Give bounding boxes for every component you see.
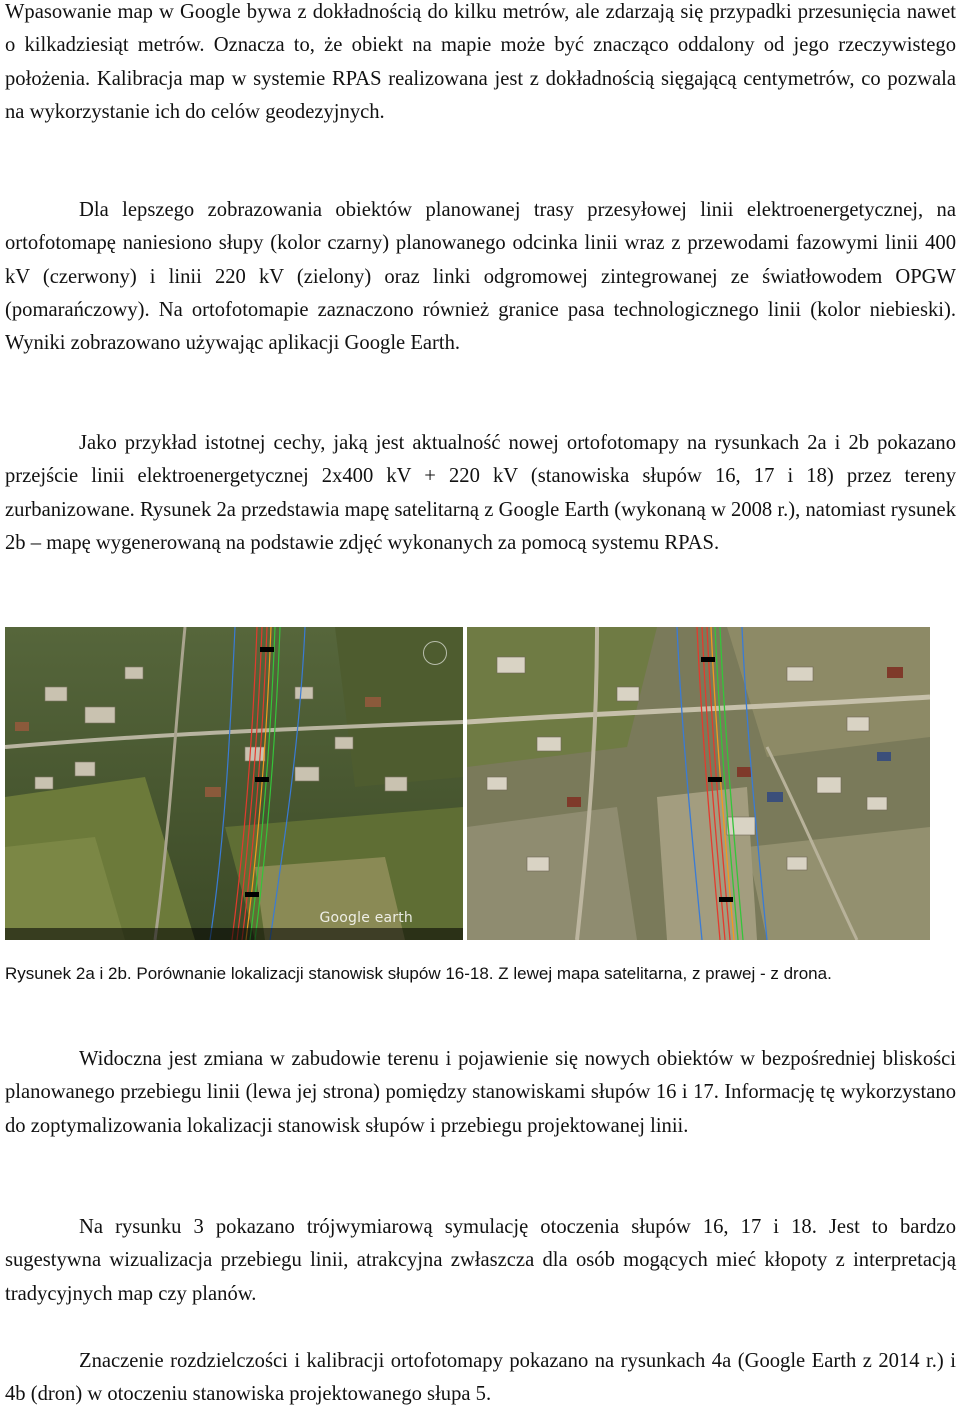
paragraph-example: Jako przykład istotnej cechy, jaką jest aktualność nowej ortofotomapy na rysunkach 2a i 2b pokazano przejście linii elektroenergetycznej 2x400 kV + 220 kV (stanowiska słupów 16, 17 i 18) przez tereny zurbanizowane. Rysunek 2a przedstawia mapę satelitarną z Google Earth (wykonaną w 2008 r.), natomiast rysunek 2b – mapę wygenerowaną na podstawie zdjęć wykonanych za pomocą systemu RPAS. [5,432,956,554]
compass-icon [423,641,447,665]
figure-caption: Rysunek 2a i 2b. Porównanie lokalizacji stanowisk słupów 16-18. Z lewej mapa satelitarna, z prawej - z drona. [5,964,832,983]
google-earth-watermark: Google earth [319,910,413,926]
paragraph-change-observed: Widoczna jest zmiana w zabudowie terenu i pojawienie się nowych obiektów w bezpośredniej bliskości planowanego przebiegu linii (lewa jej strona) pomiędzy stanowiskami słupów 16 i 17. Informację tę wykorzystano do zoptymalizowania lokalizacji stanowisk słupów i przebiegu projektowanej linii. [5,1048,956,1137]
paragraph-resolution: Znaczenie rozdzielczości i kalibracji ortofotomapy pokazano na rysunkach 4a (Google Earth z 2014 r.) i 4b (dron) w otoczeniu stanowiska projektowanego słupa 5. [5,1350,956,1406]
paragraph-gps-accuracy: Wpasowanie map w Google bywa z dokładnością do kilku metrów, ale zdarzają się przypadki przesunięcia nawet o kilkadziesiąt metrów. Oznacza to, że obiekt na mapie może być znacząco oddalony od jego rzeczywistego położenia. Kalibracja map w systemie RPAS realizowana jest z dokładnością sięgającą centymetrów, co pozwala na wykorzystanie ich do celów geodezyjnych. [5,1,956,123]
satellite-map-image [5,627,463,940]
paragraph-visualization: Dla lepszego zobrazowania obiektów planowanej trasy przesyłowej linii elektroenergetycznej, na ortofotomapę naniesiono słupy (kolor czarny) planowanego odcinka linii wraz z przewodami fazowymi linii 400 kV (czerwony) i linii 220 kV (zielony) oraz linki odgromowej zintegrowanej ze światłowodem OPGW (pomarańczowy). Na ortofotomapie zaznaczono również granice pasa technologicznego linii (kolor niebieski). Wyniki zobrazowano używając aplikacji Google Earth. [5,199,956,355]
drone-map-image [467,627,930,940]
paragraph-3d-simulation: Na rysunku 3 pokazano trójwymiarową symulację otoczenia słupów 16, 17 i 18. Jest to bardzo sugestywna wizualizacja przebiegu linii, atrakcyjna zwłaszcza dla osób mogących mieć kłopoty z interpretacją tradycyjnych map czy planów. [5,1216,956,1305]
figure-2a-2b [5,627,930,940]
status-bar [5,928,463,940]
